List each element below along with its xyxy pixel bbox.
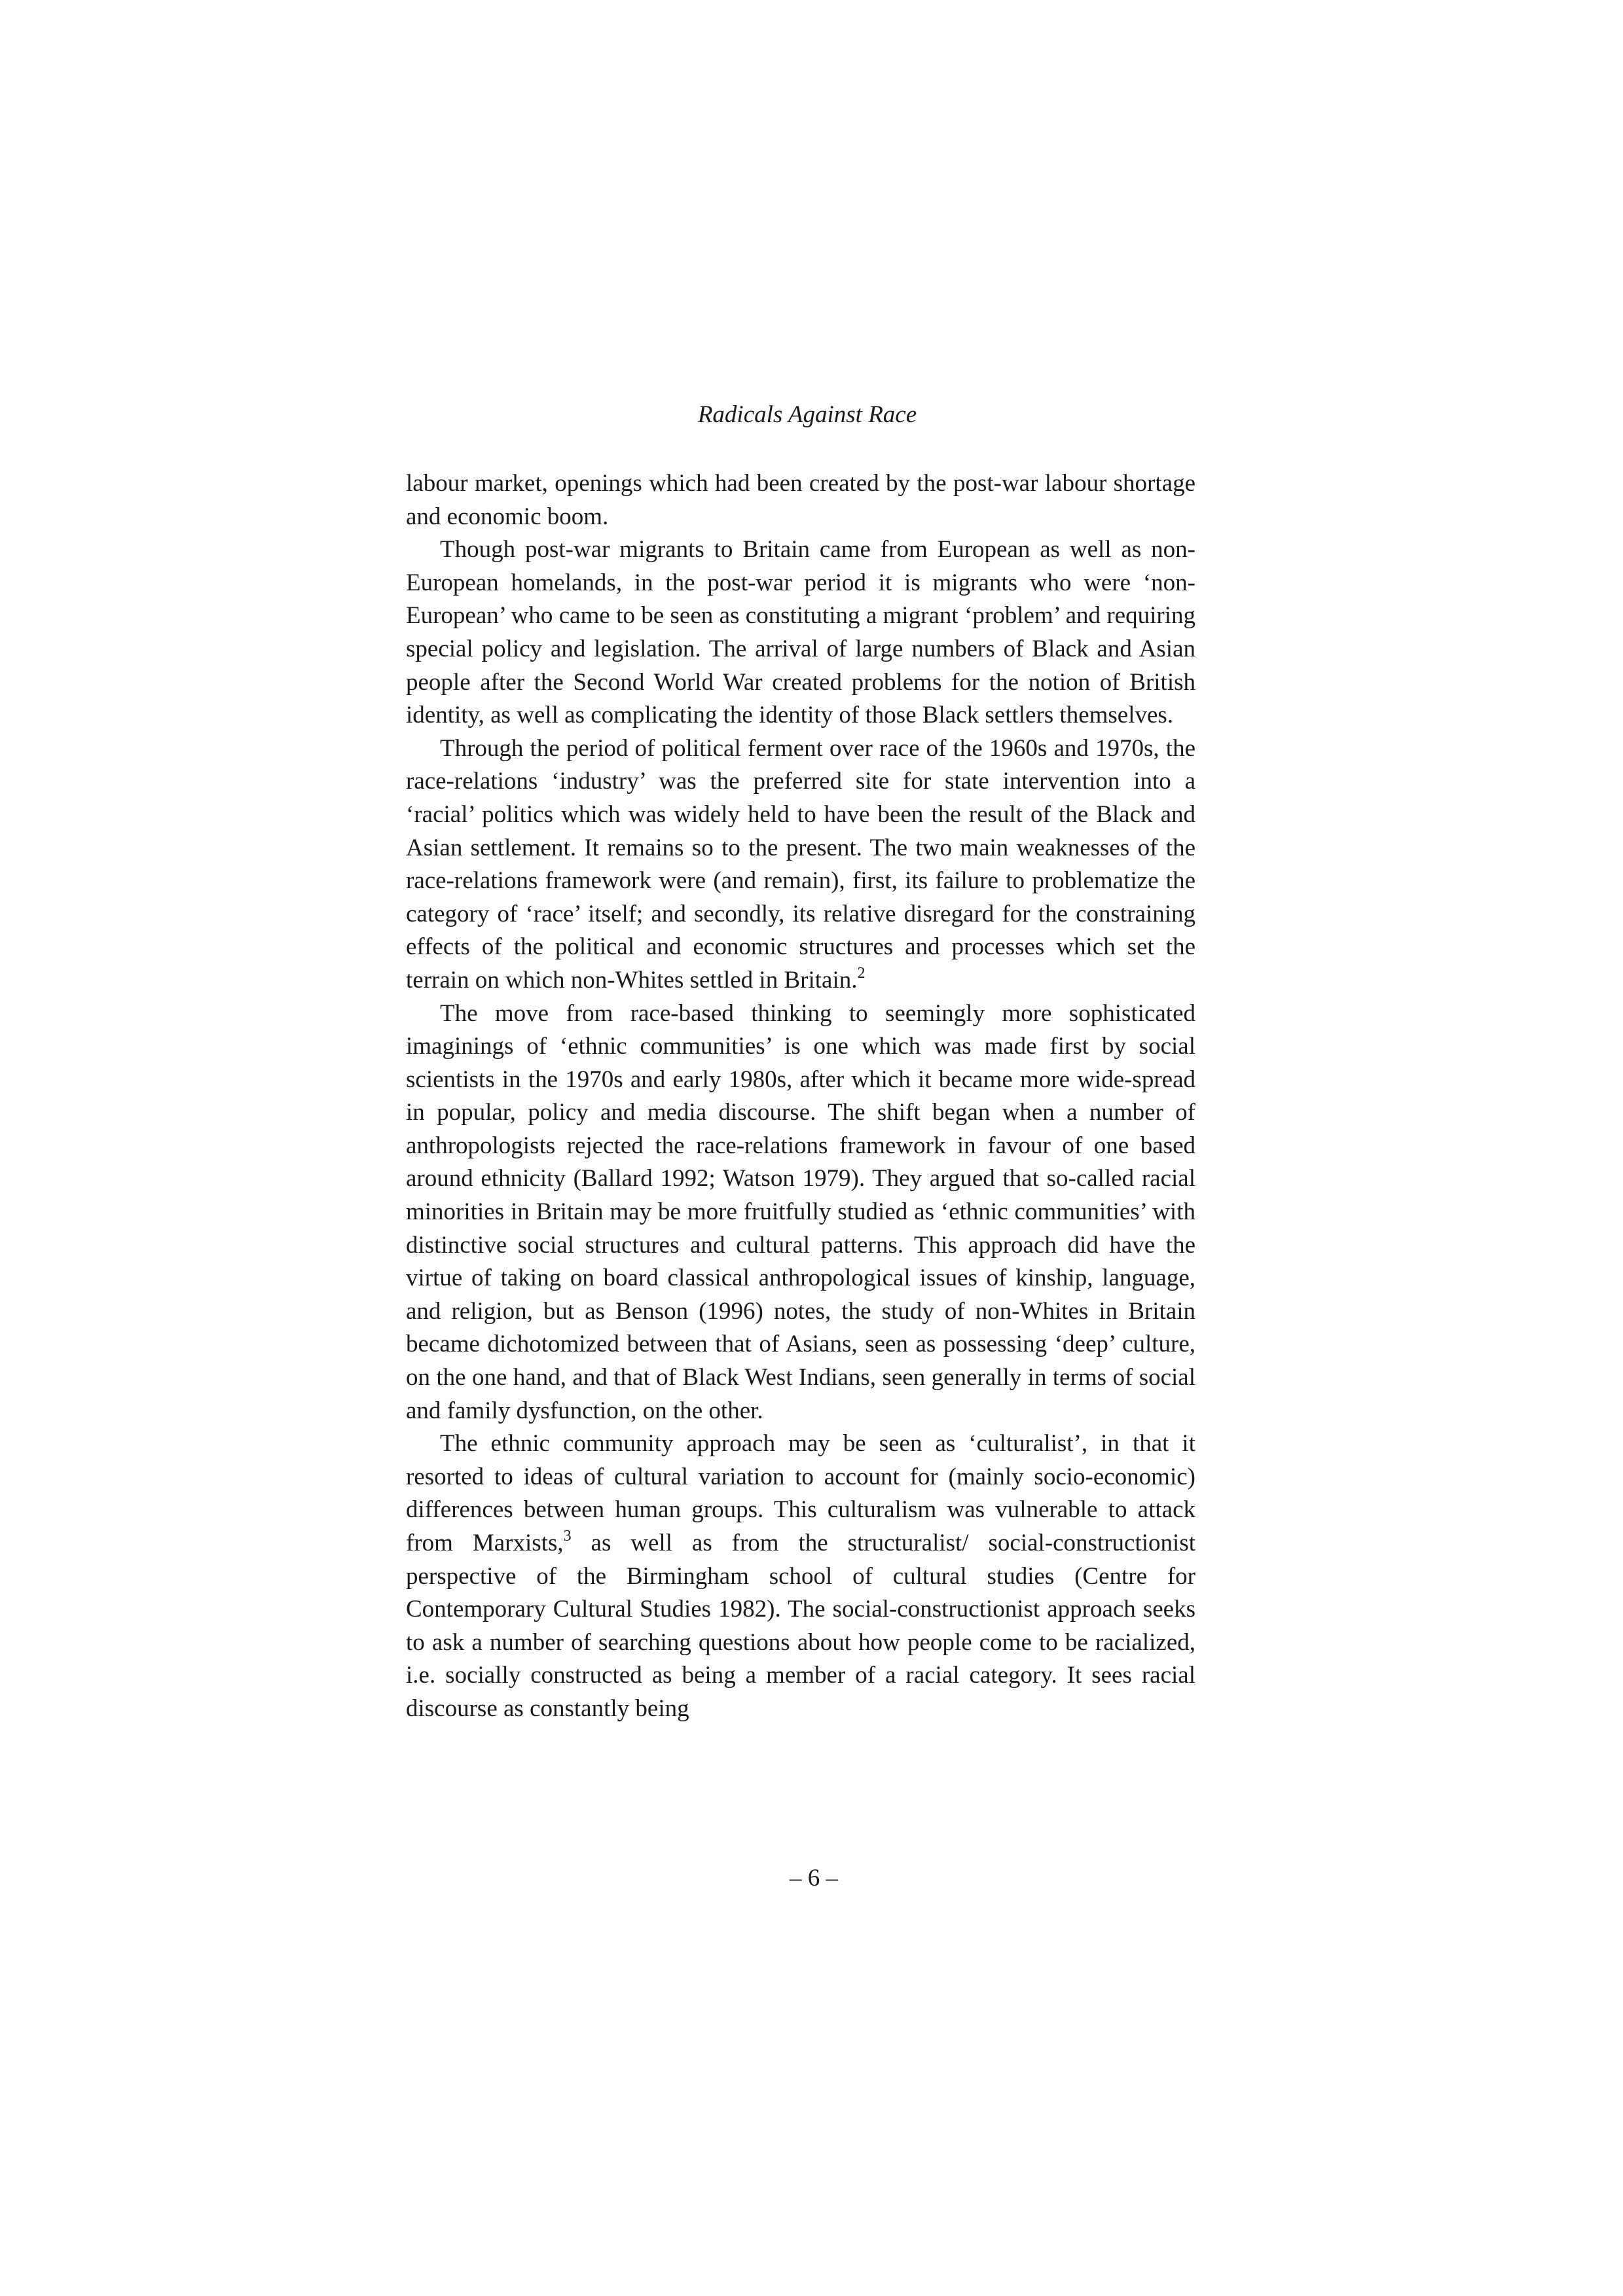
body-text: [406, 467, 1195, 1726]
paragraph-5-text-b: as well as from the structuralist/ social-constructionist perspective of the Birmingham school of cultural studies (Centre for Contemporary Cultural Studies 1982). The social-constructionist approach seeks to ask a number of searching questions about how people come to be racialized, i.e. socially constructed as being a member of a racial category. It sees racial discourse as constantly being: [406, 1530, 1195, 1722]
paragraph-2: [406, 533, 1195, 732]
paragraph-5-text-a: The ethnic community approach may be seen as ‘culturalist’, in that it resorted to ideas of cultural variation to account for (mainly socio-economic) differences between human groups. This culturalism was vulnerable to attack from Marxists,: [406, 1430, 1195, 1556]
footnote-ref-2[interactable]: 2: [857, 964, 866, 982]
paragraph-4-text: The move from race-based thinking to seemingly more sophisticated imaginings of ‘ethnic communities’ is one which was made first by social scientists in the 1970s and early 1980s, after which it became more wide-spread in popular, policy and media discourse. The shift began when a number of anthropologists rejected the race-relations framework in favour of one based around ethnicity (Ballard 1992; Watson 1979). They argued that so-called racial minorities in Britain may be more fruitfully studied as ‘ethnic communities’ with distinctive social structures and cultural patterns. This approach did have the virtue of taking on board classical anthropological issues of kinship, language, and religion, but as Benson (1996) notes, the study of non-Whites in Britain became dichotomized between that of Asians, seen as possessing ‘deep’ culture, on the one hand, and that of Black West Indians, seen generally in terms of social and family dysfunction, on the other.: [406, 999, 1195, 1424]
running-head: Radicals Against Race: [697, 401, 917, 428]
paragraph-1: [406, 467, 1195, 533]
paragraph-5: [406, 1427, 1195, 1725]
paragraph-2-text: Though post-war migrants to Britain came from European as well as non-European homelands, in the post-war period it is migrants who were ‘non-European’ who came to be seen as constituting a migrant ‘problem’ and requiring special policy and legislation. The arrival of large numbers of Black and Asian people after the Second World War created problems for the notion of British identity, as well as complicating the identity of those Black settlers themselves.: [406, 536, 1195, 729]
paragraph-4: [406, 997, 1195, 1428]
page-number: – 6 –: [790, 1865, 838, 1892]
paragraph-1-text: labour market, openings which had been created by the post-war labour shortage and economic boom.: [406, 470, 1195, 530]
page-content: [406, 399, 1195, 1726]
footnote-ref-3[interactable]: 3: [563, 1527, 572, 1545]
paragraph-3-text: Through the period of political ferment over race of the 1960s and 1970s, the race-relations ‘industry’ was the preferred site for state intervention into a ‘racial’ politics which was widely held to have been the result of the Black and Asian settlement. It remains so to the present. The two main weaknesses of the race-relations framework were (and remain), first, its failure to problematize the category of ‘race’ itself; and secondly, its relative disregard for the constraining effects of the political and economic structures and processes which set the terrain on which non-Whites settled in Britain.: [406, 734, 1195, 994]
paragraph-3: [406, 732, 1195, 997]
